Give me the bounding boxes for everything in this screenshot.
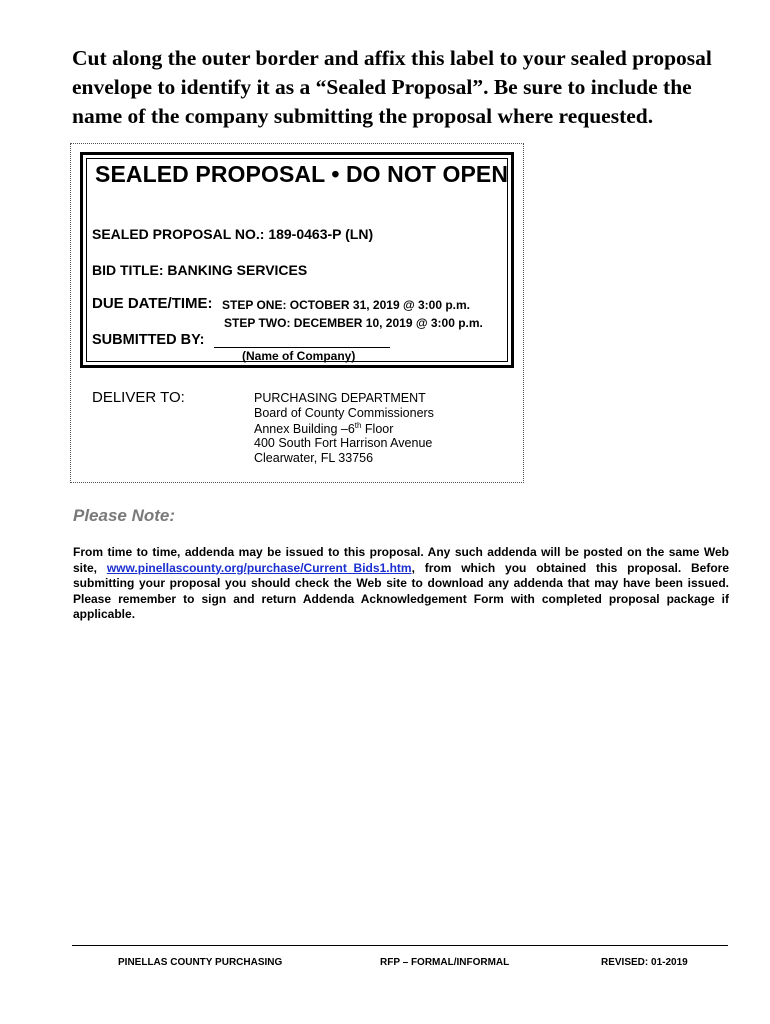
bids-website-link[interactable]: www.pinellascounty.org/purchase/Current_Bids1.htm (106, 560, 412, 575)
instructions-line-3: name of the company submitting the proposal where requested. (72, 104, 654, 128)
please-note-heading: Please Note: (73, 506, 176, 525)
proposal-number: SEALED PROPOSAL NO.: 189-0463-P (LN) (92, 226, 374, 242)
address-line-5: Clearwater, FL 33756 (254, 451, 374, 465)
address-line-4: 400 South Fort Harrison Avenue (254, 436, 433, 450)
instructions-heading (72, 44, 742, 131)
address-line-1: PURCHASING DEPARTMENT (254, 391, 426, 405)
deliver-to-label: DELIVER TO: (92, 389, 185, 406)
footer-divider (72, 945, 728, 946)
instructions-line-1: Cut along the outer border and affix this label to your sealed proposal (72, 46, 712, 70)
bid-title: BID TITLE: BANKING SERVICES (92, 262, 308, 278)
footer-right: REVISED: 01-2019 (601, 957, 688, 968)
address-line-3: Annex Building –6th Floor (254, 421, 394, 437)
footer-left: PINELLAS COUNTY PURCHASING (118, 957, 283, 968)
addenda-note: From time to time, addenda may be issued to this proposal. Any such addenda will be posted on the same Web site, www.pinellascounty.org/purchase/Current_Bids1.htm, from which you obtained this proposal. Before submitting your proposal you should check the Web site to download any addenda that may have been issued. Please remember to sign and return Addenda Acknowledgement Form with completed proposal package if applicable. (73, 545, 729, 621)
due-date-label: DUE DATE/TIME: (92, 295, 213, 312)
name-of-company-caption: (Name of Company) (242, 349, 356, 363)
footer-center: RFP – FORMAL/INFORMAL (380, 957, 510, 968)
company-name-blank (214, 347, 390, 348)
label-title: SEALED PROPOSAL • DO NOT OPEN (95, 161, 509, 187)
address-line-2: Board of County Commissioners (254, 406, 434, 420)
instructions-line-2: envelope to identify it as a “Sealed Proposal”. Be sure to include the (72, 75, 692, 99)
submitted-by-label: SUBMITTED BY: (92, 332, 205, 348)
step-two: STEP TWO: DECEMBER 10, 2019 @ 3:00 p.m. (224, 316, 483, 330)
step-one: STEP ONE: OCTOBER 31, 2019 @ 3:00 p.m. (222, 298, 471, 312)
